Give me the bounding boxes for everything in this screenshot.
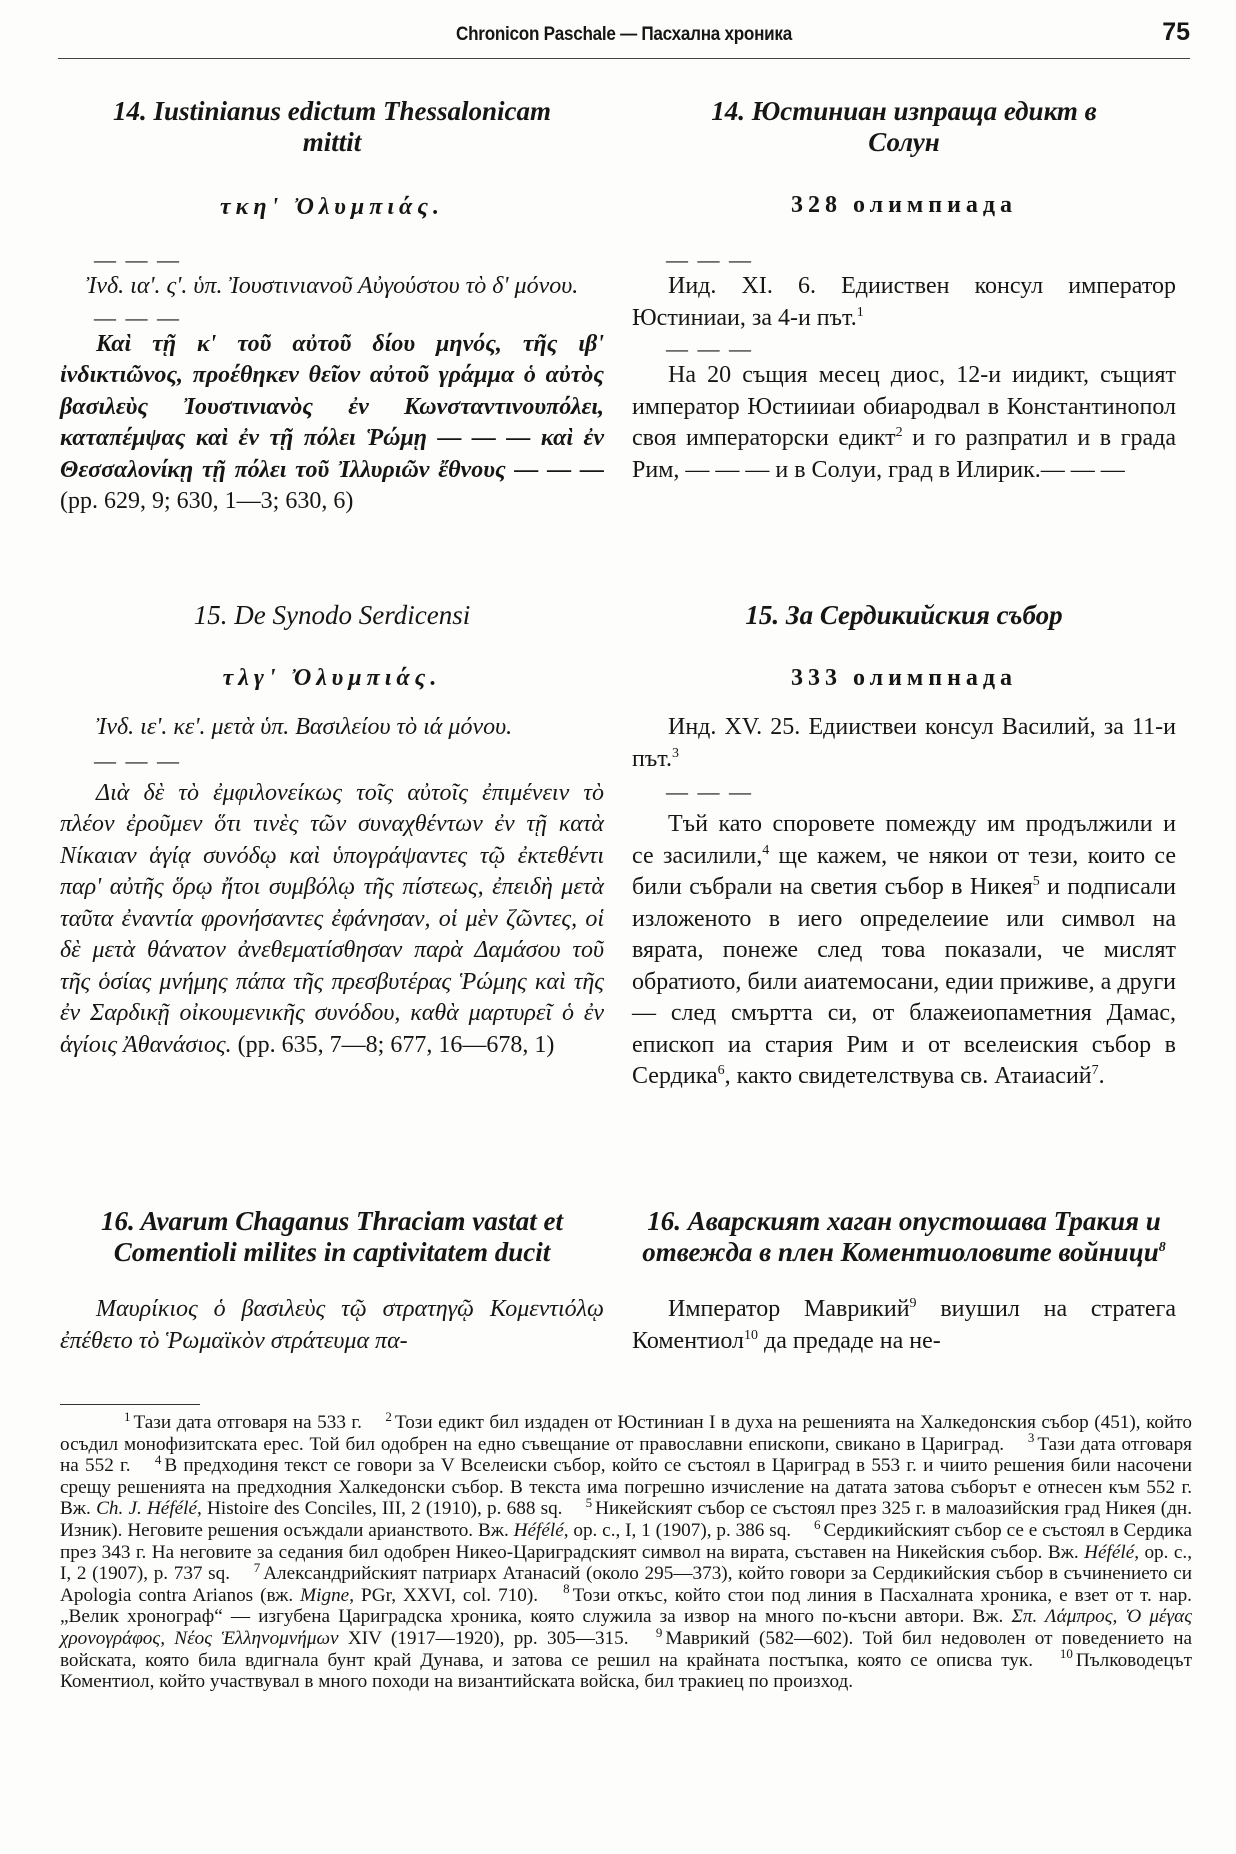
title-text: 16. Аварският хаган опустошава Тракия и отвежда в плен Коментиоловите войници	[642, 1206, 1161, 1267]
footnote-text: Никейският събор се състоял през 325 г. в малоазийския град Никея (дн. Изник). Неговите решения осъждали арианството. Вж.	[60, 1498, 1192, 1541]
footnote-ref[interactable]: 2	[895, 425, 903, 440]
text-part: ще кажем, че някои от тези, които се били събрали на светия събор в Никея	[632, 842, 1177, 900]
section-15-bulgarian	[632, 600, 1176, 1093]
omission-dashes: — — —	[94, 304, 181, 330]
footnote-1	[124, 1408, 362, 1433]
footnote-text: , op. c., I, 2 (1907), p. 737 sq.	[60, 1541, 1192, 1585]
footnote-ref[interactable]: 4	[762, 842, 770, 858]
footnote-ref[interactable]: 9	[909, 1296, 917, 1311]
header-rule	[58, 58, 1190, 59]
footnote-text: , op. c., I, 1 (1907), p. 386 sq.	[563, 1519, 792, 1541]
section-title: 14. Iustinianus edictum Thessalonicam mittit	[112, 96, 552, 157]
greek-body: Καὶ τῇ κ' τοῦ αὐτοῦ δίου μηνός, τῆς ιβ' ἰνδικτιῶνος, προέθηκεν θεῖον αὐτοῦ γράμμα ὁ αὐτὸς βασιλεὺς Ἰουστινιανὸς ἐν Κωνσταντινουπόλει, καταπέμψας καὶ ἐν τῇ πόλει Ῥώμῃ — — — καὶ ἐν Θεσσαλονίκῃ τῇ πόλει τοῦ Ἰλλυριῶν ἔθνους — — —	[60, 330, 604, 483]
date-line	[632, 271, 1176, 334]
section-title: 15. За Сердикийския събор	[745, 600, 1063, 630]
omission-dashes: — — —	[94, 247, 181, 272]
footnote-number: 4	[154, 1451, 162, 1467]
running-header	[58, 18, 1190, 52]
footnote-text: Тази дата отговаря на 533 г.	[133, 1412, 362, 1433]
cited-author: Migne	[300, 1584, 350, 1606]
translation-text	[632, 1294, 1176, 1357]
footnote-ref[interactable]: 1	[856, 304, 864, 320]
footnote-number: 9	[655, 1624, 663, 1640]
omission-dashes: — — —	[666, 336, 753, 361]
section-15-latin-greek	[60, 600, 604, 1061]
text-part: Тъй като споровете помежду им продължили и се засилили,	[632, 811, 1176, 869]
section-title	[632, 1206, 1176, 1268]
section-title: 14. Юстиниан изпраща едикт в Солун	[711, 96, 1097, 157]
footnote-ref[interactable]: 5	[1032, 874, 1040, 889]
footnote-number: 6	[813, 1516, 821, 1532]
footnote-number: 8	[563, 1581, 570, 1597]
greek-text: Μαυρίκιος ὁ βασιλεὺς τῷ στρατηγῷ Κομεντιόλῳ ἐπέθετο τὸ Ῥωμαϊκὸν στράτευμα πα-	[60, 1296, 604, 1354]
footnote-number: 7	[253, 1559, 261, 1575]
translation-text	[632, 360, 1176, 486]
footnote-text: Маврикий (582—602). Той бил недоволен от поведението на войската, която била вдигнала бунт край Дунава, и затова се решил на крайната постъпка, която се описва тук.	[60, 1627, 1192, 1671]
date-text: Инд. XV. 25. Едииствеи консул Василий, за 11-и път.	[632, 714, 1176, 772]
omission-dashes: — — —	[666, 247, 753, 272]
footnote-number: 1	[124, 1408, 131, 1424]
text-part: , както свидетелствува св. Атаиасий	[724, 1063, 1092, 1089]
footnote-number: 3	[1027, 1430, 1035, 1446]
footnote-text: , Histoire des Conciles, III, 2 (1910), p. 688 sq.	[197, 1498, 563, 1520]
section-16-latin-greek	[60, 1206, 604, 1357]
omission-dashes: — — —	[94, 747, 181, 773]
footnote-text: Пълководецът Коментиол, който участвувал в много походи на византийската войска, бил тракиец по произход.	[60, 1649, 1192, 1693]
cited-author: Σπ. Λάμπρος, Ὁ μέγας χρονογράφος, Νέος Ἑλληνομνήμων	[60, 1606, 1192, 1649]
footnote-text: Този едикт бил издаден от Юстиниан I в духа на решенията на Халкедонския събор (451), който осъдил монофизитската ерес. Той бил одобрен на едно съвещание от православни епископи, свикано в Цариград.	[60, 1412, 1193, 1455]
olympiad-heading: 328 олимпиада	[790, 192, 1018, 218]
footnote-text: Александрийският патриарх Атанасий (около 295—373), който говори за Сердикийския събор в съчинението си Apologia contra Arianos (вж.	[60, 1563, 1192, 1606]
footnote-text: В предходиня текст се говори за V Вселеиски събор, който се състоял в Цариград в 553 г. и чиито решения били насочени срещу решенията на предходния Халкедонски събор. В текста има погрешно изчисление на датата затова съборът е отнесен към 552 г. Вж.	[60, 1455, 1192, 1520]
footnote-number: 5	[585, 1494, 593, 1510]
text-part: .	[1098, 1063, 1105, 1089]
footnote-ref[interactable]: 8	[1158, 1240, 1166, 1255]
date-line: Ἰνδ. ιε'. κε'. μετὰ ὑπ. Βασιλείου τὸ ιά μόνου.	[96, 714, 513, 740]
olympiad-heading: 333 олимпнада	[790, 665, 1018, 691]
footnote-text: XIV (1917—1920), pp. 305—315.	[338, 1627, 629, 1649]
footnote-number: 2	[385, 1408, 392, 1424]
date-line	[632, 712, 1176, 775]
footnote-rule	[60, 1404, 200, 1405]
page-number: 75	[1162, 18, 1190, 46]
footnotes	[60, 1408, 1193, 1693]
section-14-latin-greek	[60, 96, 604, 518]
text-part: и го разпратил и в града Рим, — — — и в Солуи, град в Илирик.— — —	[632, 425, 1176, 483]
footnote-text: Сердикийският събор се е състоял в Сердика през 343 г. На неговите за седания бил одобрен Никео-Цариградският символ на вирата, съставен на Никейския събор. Вж.	[60, 1519, 1192, 1563]
text-part: да предаде на не-	[758, 1327, 941, 1354]
footnote-number: 10	[1059, 1646, 1073, 1662]
footnote-ref[interactable]: 7	[1091, 1063, 1099, 1078]
footnote-ref[interactable]: 6	[717, 1063, 725, 1078]
footnote-ref[interactable]: 3	[671, 745, 679, 761]
omission-dashes: — — —	[666, 779, 753, 804]
section-title: 16. Avarum Chaganus Thraciam vastat et Comentioli milites in captivitatem ducit	[100, 1206, 564, 1267]
greek-text	[60, 778, 604, 1062]
cited-author: Héfélé	[1084, 1541, 1135, 1563]
cited-author: Héfélé	[513, 1519, 564, 1541]
text-part: и подписали изложеното в иего определеиие или символ на вярата, понеже след това показали, че мислят обратиото, били аиатемосани, едии приживе, а други — след смъртта си, от блажеиопаметния Дамас, епископ иа стария Рим и от вселеиския събор в Сердика	[632, 874, 1176, 1089]
text-part: Император Маврикий	[668, 1296, 910, 1322]
section-title: 15. De Synodo Serdicensi	[193, 600, 471, 630]
footnote-text: Този откъс, който стои под линия в Пасхалната хроника, е взет от т. нар. „Велик хронограф“ — изгубена Цариградска хроника, която служила за извор на много по-късни автори. Вж.	[60, 1584, 1192, 1628]
text-part: виушил на стратега Коментиол	[632, 1296, 1176, 1354]
translation-text	[632, 809, 1176, 1093]
footnote-text: , PGr, XXVI, col. 710).	[349, 1584, 539, 1606]
page-references: (pp. 635, 7—8; 677, 16—678, 1)	[237, 1031, 555, 1058]
date-line: Ἰνδ. ια'. ς'. ὑπ. Ἰουστινιανοῦ Αὐγούστου τὸ δ' μόνου.	[86, 273, 579, 299]
greek-text	[60, 329, 604, 518]
footnote-ref[interactable]: 10	[744, 1327, 759, 1343]
olympiad-heading: τλγ' Ὀλυμπιάς.	[222, 665, 442, 691]
footnote-text: Тази дата отговаря на 552 г.	[60, 1433, 1192, 1477]
text-part: На 20 същия месец диос, 12-и иидикт, същият император Юстиииаи обиародвал в Константинопол своя императорски едикт	[632, 362, 1176, 451]
date-text: Иид. XI. 6. Едииствен консул император Юстиниаи, за 4-и път.	[632, 273, 1176, 331]
section-14-bulgarian	[632, 96, 1176, 486]
page-references: (pp. 629, 9; 630, 1—3; 630, 6)	[60, 488, 354, 514]
cited-author: Ch. J. Héfélé	[96, 1498, 198, 1520]
olympiad-heading: τκη' Ὀλυμπιάς.	[219, 194, 445, 220]
section-16-bulgarian	[632, 1206, 1176, 1357]
greek-body: Διὰ δὲ τὸ ἐμφιλονείκως τοῖς αὐτοῖς ἐπιμένειν τὸ πλέον ἐροῦμεν ὅτι τινὲς τῶν συναχθέντων ἐν τῇ κατὰ Νίκαιαν ἁγίᾳ συνόδῳ καὶ ὑπογράψαντες τῷ ἐκτεθέντι παρ' αὐτῆς ὅρῳ ἤτοι συμβόλῳ τῆς πίστεως, ἐπειδὴ μετὰ ταῦτα ἐναντία φρονήσαντες ἐφάνησαν, οἱ μὲν ζῶντες, οἱ δὲ μετὰ θάνατον ἀνεθεματίσθησαν παρὰ Δαμάσου τοῦ τῆς ὁσίας μνήμης πάπα τῆς πρεσβυτέρας Ῥώμης καὶ τῆς ἐν Σαρδικῇ οἰκουμενικῆς συνόδου, καθὰ μαρτυρεῖ ὁ ἐν ἁγίοις Ἀθανάσιος.	[60, 779, 604, 1058]
running-title: Chronicon Paschale — Пасхална хроника	[456, 24, 792, 45]
